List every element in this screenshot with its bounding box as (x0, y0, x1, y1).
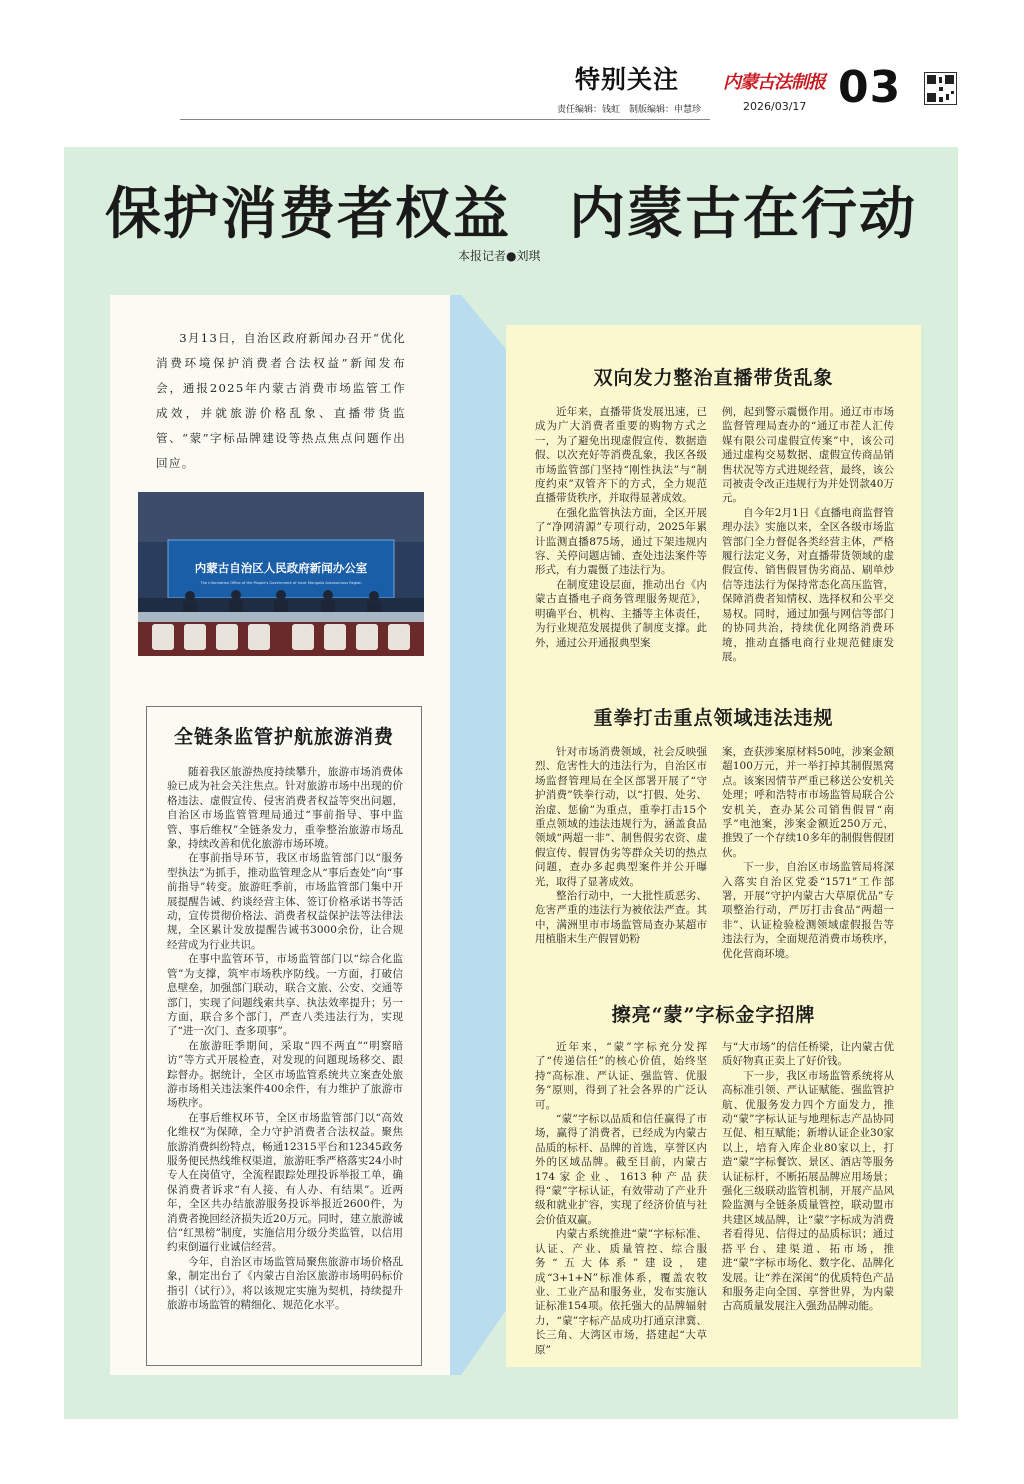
livestream-right-column (722, 405, 894, 664)
tourism-paragraph: 在事中监管环节，市场监管部门以“综合化监管”为支撑，筑牢市场秩序防线。一方面，打破信息壁垒，加强部门联动，联合文旅、公安、交通等部门，实现了问题线索共享、执法效率提升；另一方面，联合多个部门，严查八类违法行为，实现了“进一次门、查多项事”。 (167, 953, 403, 1038)
press-conference-illustration (138, 492, 424, 656)
crackdown-paragraph: 案，查获涉案原材料50吨，涉案金额超100万元，并一举打掉其制假黑窝点。该案因情节严重已移送公安机关处理；呼和浩特市市场监管局联合公安机关，查办某公司销售假冒“南孚”电池案，涉案金额近250万元，推毁了一个存续10多年的制假售假团伙。 (722, 746, 894, 859)
tourism-paragraph: 随着我区旅游热度持续攀升，旅游市场消费体验已成为社会关注焦点。针对旅游市场中出现的价格违法、虚假宣传、侵害消费者权益等突出问题，自治区市场监管管理局通过“事前指导、事中监管、事后维权”全链条发力，重拳整治旅游市场乱象，持续改善和优化旅游市场环境。 (167, 766, 403, 851)
crackdown-left-column (535, 745, 707, 947)
page-number: 03 (838, 62, 902, 113)
issue-date: 2026/03/17 (743, 100, 807, 113)
lead-paragraph: 3月13日，自治区政府新闻办召开“优化消费环境保护消费者合法权益”新闻发布会，通报2025年内蒙古消费市场监管工作成效，并就旅游价格乱象、直播带货监管、“蒙”字标品牌建设等热点焦点问题作出回应。 (156, 331, 406, 470)
crackdown-section-heading: 重拳打击重点领域违法违规 (593, 707, 834, 729)
brand-paragraph: 下一步，我区市场监管系统将从高标准引领、严认证赋能、强监管护航、优服务发力四个方面发力，推动“蒙”字标认证与地理标志产品协同互促、相互赋能；新增认证企业30家以上，培育入库企业80家以上，打造“蒙”字标餐饮、景区、酒店等服务认证标杆，不断拓展品牌应用场景；强化三级联动监管机制，开展产品风险监测与全链条质量管控，联动盟市共建区域品牌，让“蒙”字标成为消费者看得见、信得过的品质标识；通过搭平台、建渠道、拓市场，推进“蒙”字标市场化、数字化、品牌化发展。让“养在深闺”的优质特色产品和服务走向全国、享誉世界，为内蒙古高质量发展注入强劲品牌动能。 (722, 1069, 894, 1313)
tourism-paragraph: 在旅游旺季期间，采取“四不两直”“明察暗访”等方式开展检查，对发现的问题现场移交、跟踪督办。据统计，全区市场监管系统共立案查处旅游市场相关违法案件400余件，有力维护了旅游市场秩序。 (167, 1039, 403, 1110)
main-headline: 保护消费者权益 内蒙古在行动 (105, 181, 917, 247)
banner-subtitle: The Information Office of the People's Government of Inner Mongolia Autonomous Region (200, 581, 362, 585)
brand-section-heading: 擦亮“蒙”字标金字招牌 (611, 1004, 816, 1026)
crackdown-paragraph: 针对市场消费领域，社会反映强烈、危害性大的违法行为，自治区市场监督管理局在全区部署开展了“守护消费”铁拳行动，以“打假、处劣、治虚、惩偷”为重点，重拳打击15个重点领域的违法违规行为，涵盖食品领域“两超一非”、制售假劣农资、虚假宣传、假冒伪劣等群众关切的热点问题，查办多起典型案件并公开曝光，取得了显著成效。 (535, 746, 707, 888)
qr-code-icon (924, 72, 957, 105)
brand-paragraph: “蒙”字标以品质和信任赢得了市场，赢得了消费者，已经成为内蒙古品质的标杆、品牌的首选，享誉区内外的区域品牌。截至目前，内蒙古174家企业、1613种产品获得“蒙”字标认证，有效带动了产业升级和就业扩容，实现了经济价值与社会价值双赢。 (535, 1113, 707, 1226)
masthead-rule (180, 119, 710, 120)
brand-left-column (535, 1040, 707, 1357)
brand-paragraph: 内蒙古系统推进“蒙”字标标准、认证、产业、质量管控、综合服务“五大体系”建设，建成“3+1+N”标准体系，覆盖农牧业、工业产品和服务业，发布实施认证标准154项。依托强大的品牌辐射力，“蒙”字标产品成功打通京津冀、长三角、大湾区市场，搭建起“大草原” (535, 1228, 707, 1356)
tourism-paragraph: 在事前指导环节，我区市场监管部门以“服务型执法”为抓手，推动监管理念从“事后查处”向“事前指导”转变。旅游旺季前，市场监管部门集中开展提醒告诫、约谈经营主体、签订价格承诺书等活动，宣传贯彻价格法、消费者权益保护法等法律法规，全区累计发放提醒告诫书3000余份，让合规经营成为行业共识。 (167, 852, 403, 951)
livestream-paragraph: 在强化监管执法方面，全区开展了“净网清源”专项行动，2025年累计监测直播875场，通过下架违规内容、关停问题店铺、查处违法案件等形式，有力震慑了违法行为。 (535, 506, 707, 577)
crackdown-paragraph: 整治行动中，一大批性质恶劣、危害严重的违法行为被依法严查。其中，满洲里市市场监管局查办某超市用植脂末生产假冒奶粉 (535, 890, 707, 946)
livestream-paragraph: 自今年2月1日《直播电商监督管理办法》实施以来，全区各级市场监管部门全力督促各类经营主体，严格履行法定义务，对直播带货领域的虚假宣传、销售假冒伪劣商品、刷单炒信等违法行为保持常态化高压监管，保障消费者知情权、选择权和公平交易权。同时，通过加强与网信等部门的协同共治，持续优化网络消费环境，推动直播电商行业规范健康发展。 (722, 506, 894, 663)
tourism-section-heading: 全链条监管护航旅游消费 (173, 726, 394, 748)
brand-paragraph: 与“大市场”的信任桥梁，让内蒙古优质好物真正卖上了好价钱。 (722, 1041, 894, 1068)
brand-right-column (722, 1040, 894, 1314)
tourism-section-text (167, 765, 403, 1312)
livestream-section-heading: 双向发力整治直播带货乱象 (593, 367, 834, 389)
tourism-paragraph: 今年，自治区市场监管局聚焦旅游市场价格乱象，制定出台了《内蒙古自治区旅游市场明码标价指引（试行）》，将以该规定实施为契机，持续提升旅游市场监管的精细化、规范化水平。 (167, 1255, 403, 1312)
livestream-paragraph: 在制度建设层面，推动出台《内蒙古直播电子商务管理服务规范》，明确平台、机构、主播等主体责任，为行业规范发展提供了制度支撑。此外，通过公开通报典型案 (535, 578, 707, 649)
newspaper-logo: 内蒙古法制报 (723, 72, 825, 93)
banner-title: 内蒙古自治区人民政府新闻办公室 (194, 561, 368, 575)
section-title: 特别关注 (575, 65, 680, 94)
brand-paragraph: 近年来，“蒙”字标充分发挥了“传递信任”的核心价值，始终坚持“高标准、严认证、强监管、优服务”原则，得到了社会各界的广泛认可。 (535, 1041, 707, 1111)
livestream-paragraph: 例，起到警示震慑作用。通辽市市场监督管理局查办的“通辽市茬人汇传媒有限公司虚假宣传案”中，该公司通过虚构交易数据、虚假宣传商品销售状况等方式进规经营，最终，该公司被责令改正违规行为并处罚款40万元。 (722, 406, 894, 505)
crackdown-paragraph: 下一步，自治区市场监管局将深入落实自治区党委“1571”工作部署，开展“守护内蒙古大草原优品”专项整治行动，严厉打击食品“两超一非”、认证检验检测领域虚假报告等违法行为，全面规范消费市场秩序，优化营商环境。 (722, 861, 894, 960)
crackdown-right-column (722, 745, 894, 961)
decorative-blue-band (450, 295, 506, 1375)
press-conference-photo (138, 492, 424, 656)
tourism-paragraph: 在事后维权环节，全区市场监管部门以“高效化维权”为保障，全力守护消费者合法权益。聚焦旅游消费纠纷特点，畅通12315平台和12345政务服务便民热线维权渠道，旅游旺季严格落实24小时专人在岗值守，全流程跟踪处理投诉举报工单，确保消费者诉求“有人接、有人办、有结果”。近两年，全区共办结旅游服务投诉举报近2600件，为消费者挽回经济损失近20万元。同时，建立旅游诚信“红黑榜”制度，实施信用分级分类监管，以信用约束倒逼行业诚信经营。 (167, 1111, 403, 1254)
byline: 本报记者●刘琪 (458, 249, 541, 263)
livestream-left-column (535, 405, 707, 650)
livestream-paragraph: 近年来，直播带货发展迅速，已成为广大消费者重要的购物方式之一，为了避免出现虚假宣传、数据造假、以次充好等消费乱象，我区各级市场监管部门坚持“刚性执法”与“制度约束”双管齐下的方式，全力规范直播带货秩序，并取得显著成效。 (535, 406, 707, 505)
editors-credit: 责任编辑：钱虹 制版编辑：申慧珍 (557, 105, 702, 115)
